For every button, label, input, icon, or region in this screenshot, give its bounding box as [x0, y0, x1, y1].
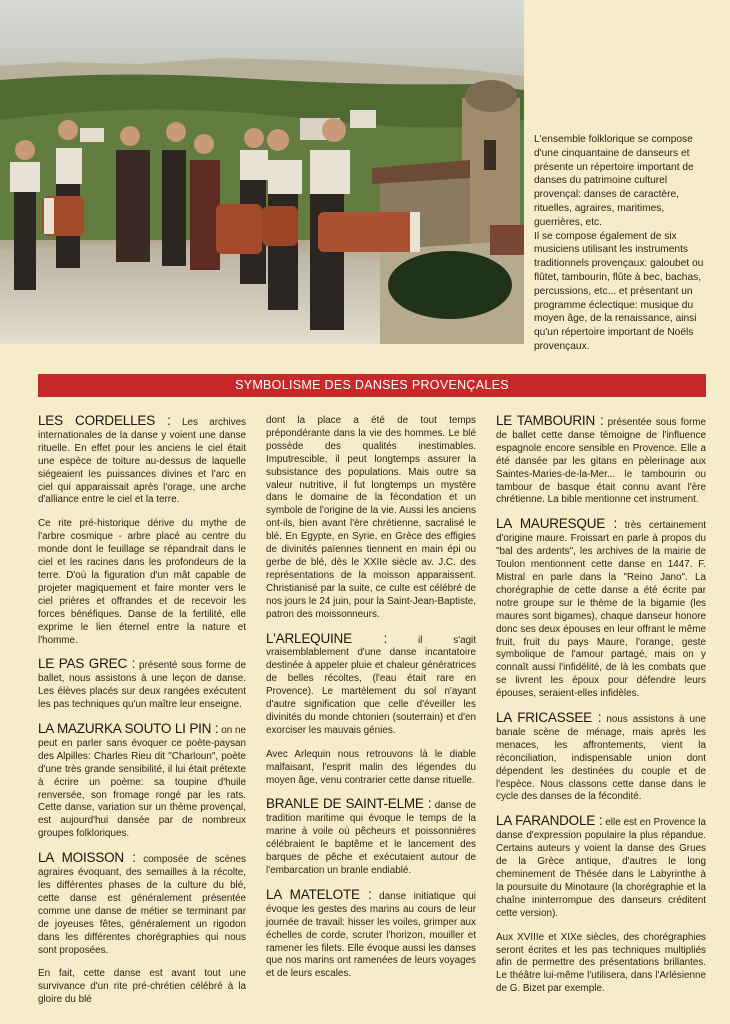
entry-heading: LA MATELOTE :	[266, 886, 372, 902]
entry-moisson-continued-2	[266, 415, 476, 622]
entry-text: présenté sous forme de ballet, nous assistons à une leçon de danse. Les élèves placés sur deux rangées exécutent les pas techniques qu'un maître leur enseigne.	[38, 660, 246, 711]
column-2	[266, 415, 476, 992]
folk-ensemble-photo	[0, 0, 524, 344]
entry-text: dont la place a été de tout temps prépondérante dans la vie des hommes. Le blé possède des qualités inestimables. Imputrescible, il peut longtemps assurer la subsistance des populations. Mais outre sa valeur nutritive, il fut longtemps un mystère dans le domaine de la fécondation et un symbole de l'origine de la vie. Aussi les anciens ont-ils, bien avant l'ère chrétienne, sacralisé le blé. En Egypte, en Syrie, en Grèce des effigies de divinités païennes tiennent en main épi ou gerbe de blé, dès le XXIIe siècle av. J.C. des représentations de la moisson apparaissent. Christianisé par la suite, ce culte est célébré de nos jours le 24 juin, pour la Saint-Jean-Baptiste, patron des moissonneurs.	[266, 415, 476, 620]
entry-heading: LA FRICASSEE :	[496, 710, 602, 726]
intro-paragraph-2: Il se compose également de six musiciens utilisant les instruments traditionnels provençaux: galoubet ou flûtet, tambourin, flûte à bec, bachas, percussions, etc... et présentant un programme éclectique: musique du moyen âge, de la renaissance, ainsi qu'un répertoire important de Noëls provençaux.	[534, 230, 704, 352]
entry-heading: LA FARANDOLE :	[496, 813, 603, 829]
column-1	[38, 415, 246, 1018]
entry-heading: LA MOISSON :	[38, 850, 136, 866]
entry-le-pas-grec	[38, 658, 246, 712]
entry-text: très certainement d'origine maure. Froissart en parle à propos du "bal des ardents", les archives de la mairie de Toulon mentionnent cette danse en 1447. F. Mistral en parle dans la "Reino Jano". La chorégraphie de cette danse a été écrite par notre groupe sur le thème de la bigamie (les maures sont bigames), chaque danseur honore donc ses deux épouses en leur offrant le même fruit, fruit du pays Maure, l'orange, geste symbolique de l'amour partagé, mais on y connaît aussi l'infidélité, de là les combats que se livrent les époux pour défendre leurs épouses, seraient-elles infidèles.	[496, 520, 706, 700]
entry-text: il s'agit vraisemblablement d'une danse incantatoire destinée à appeler pluie et chaleur génératrices de belles récoltes, (l'eau était rare en Provence). Le martèlement du sol n'ayant d'autre signification que celle d'éveiller les divinités du monde chtonien (souterrain) et d'en exorciser les mauvais génies.	[266, 634, 476, 736]
entry-branle-de-saint-elme	[266, 798, 476, 877]
entry-text: Aux XVIIIe et XIXe siècles, des chorégraphies seront écrites et les pas techniques multipliés afin de permettre des présentations brillantes. Le théâtre lui-même l'utilisera, dans l'Arlésienne de G. Bizet par exemple.	[496, 931, 706, 995]
entry-la-matelote	[266, 886, 476, 981]
entry-text: Les archives internationales de la danse y voient une danse rituelle. En effet pour les anciens le ciel était une espèce de toiture au-dessus de laquelle siégeaient les puissances divines et l'arc en ciel qui apparaissait après l'orage, une arche d'alliance entre le ciel et la terre.	[38, 417, 246, 506]
entry-cordelles-continued	[38, 518, 246, 647]
photo-illustration	[0, 0, 524, 344]
entry-farandole-continued	[496, 932, 706, 997]
entry-text: nous assistons à une banale scène de ménage, mais après les menaces, les affrontements, vient la réconciliation, indispensable union dont dépendent les destinées du couple et de l'espèce. Nous classons cette danse dans le cycle des danses de la fécondité.	[496, 714, 706, 803]
entry-moisson-continued	[38, 968, 246, 1007]
entry-heading: LE PAS GREC :	[38, 656, 136, 672]
entry-text: présentée sous forme de ballet cette danse témoigne de l'influence espagnole encore sensible en Provence. Elle a été dansée par les gitans en pèlerinage aux Saintes-Maries-de-la-Mer... le tambourin ou tambour de basque était connu avant l'ère chrétienne. La bible mentionne cet instrument.	[496, 417, 706, 506]
entry-text: on ne peut en parler sans évoquer ce poète-paysan des Alpilles: Charles Rieu dit "Charloun", poète d'une très grande sensibilité, il lui était prétexte à écrire un poème: sa toupine d'huile renversée, son fromage rongé par les rats. Cette danse, variation sur un thème provençal, est aujourd'hui dansée par de nombreux groupes folkloriques.	[38, 725, 246, 840]
entry-heading: LA MAZURKA SOUTO LI PIN :	[38, 721, 219, 737]
intro-text	[534, 133, 714, 354]
entry-l-arlequine	[266, 630, 476, 738]
entry-heading: L'ARLEQUINE :	[266, 630, 388, 646]
intro-paragraph-1: L'ensemble folklorique se compose d'une cinquantaine de danseurs et présente un répertoire important de danses du patrimoine culturel provençal: danses de caractère, rituelles, agraires, maritimes, guerrières, etc.	[534, 134, 694, 228]
entry-les-cordelles	[38, 415, 246, 507]
entry-text: elle est en Provence la danse d'expression populaire la plus répandue. Certains auteurs y voient la danse des Grues de la Grèce antique, d'autres le long cheminement de Thésée dans le Labyrinthe à la poursuite du Minotaure (la chorégraphie et la chaîne ininterrompue des danseurs créditent cette version).	[496, 817, 706, 919]
column-3	[496, 415, 706, 1007]
entry-la-mauresque	[496, 518, 706, 701]
entry-text: Avec Arlequin nous retrouvons là le diable malfaisant, l'esprit malin des légendes du moyen âge, venu contrarier cette danse rituelle.	[266, 748, 476, 786]
entry-la-fricassee	[496, 712, 706, 804]
entry-text: Ce rite pré-historique dérive du mythe de l'arbre cosmique - arbre placé au centre du monde dont le feuillage se répandrait dans le ciel et les racines dans les profondeurs de la terre. D'où la figuration d'un mât capable de projeter magiquement et faire monter vers le ciel prières et offrandes et de recevoir les forces bénéfiques. Danse de la fertilité, elle exprime le lien éternel entre la nature et l'homme.	[38, 518, 246, 646]
entry-la-farandole	[496, 815, 706, 920]
entry-text: composée de scènes agraires évoquant, des semailles à la récolte, les différentes phases de la culture du blé, cette danse est généralement présentée comme une danse de métier se terminant par de joyeuses fêtes, généralement un rigodon dans les différentes chorégraphies qui nous sont proposées.	[38, 854, 246, 956]
entry-heading: LES CORDELLES :	[38, 413, 171, 428]
entry-text: danse de tradition maritime qui évoque le temps de la marine à voile où pêcheurs et poissonnières célébraient le baptême et le lancement des barques de pêche et exécutaient autour de l'embarcation un branle endiablé.	[266, 800, 476, 876]
entry-la-moisson	[38, 852, 246, 957]
entry-text: danse initiatique qui évoque les gestes des marins au cours de leur journée de travail: hisser les voiles, grimper aux échelles de corde, scruter l'horizon, mouiller et ramener les filets. Elle évoque aussi les danses que nos marins ont ramenées de leurs voyages et de leurs escales.	[266, 890, 476, 980]
entry-text: En fait, cette danse est avant tout une survivance d'un rite pré-chrétien célébré à la gloire du blé	[38, 968, 246, 1006]
section-banner: SYMBOLISME DES DANSES PROVENÇALES	[38, 374, 706, 397]
entry-le-tambourin	[496, 415, 706, 507]
entry-heading: LA MAURESQUE :	[496, 516, 618, 532]
entry-arlequine-continued	[266, 749, 476, 788]
entry-la-mazurka	[38, 723, 246, 841]
entry-heading: LE TAMBOURIN :	[496, 413, 604, 428]
entry-heading: BRANLE DE SAINT-ELME :	[266, 796, 432, 812]
